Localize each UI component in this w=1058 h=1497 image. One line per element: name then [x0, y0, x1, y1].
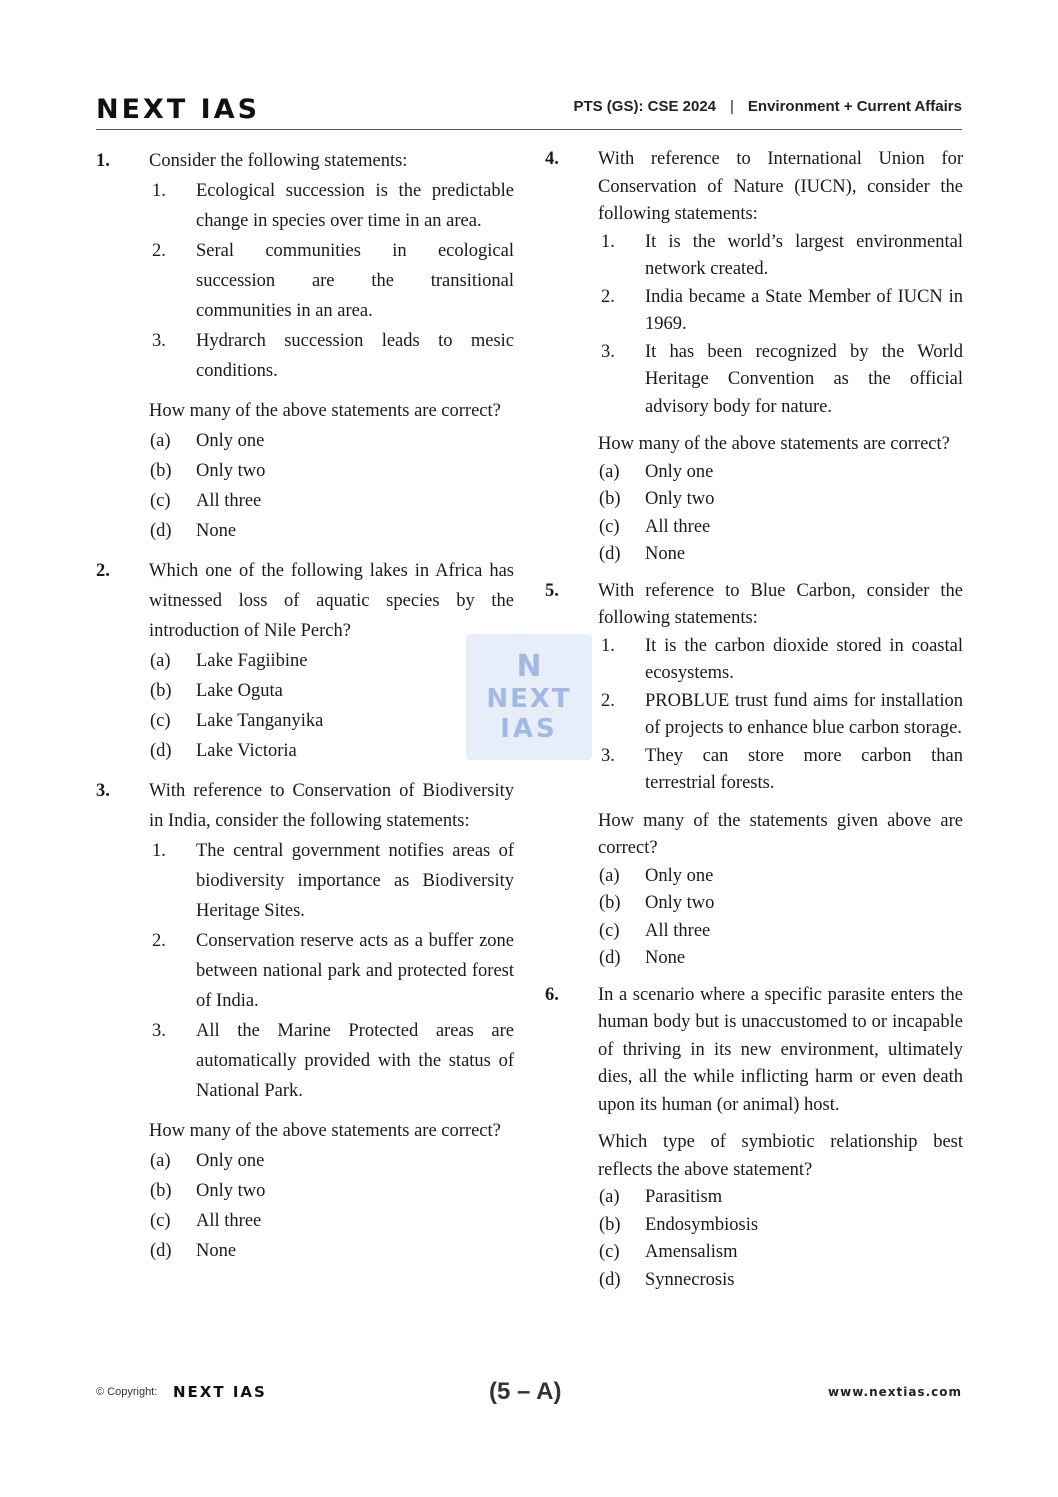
option-letter: (c)	[599, 1242, 620, 1262]
header-info	[573, 98, 962, 115]
option-text: None	[196, 521, 237, 541]
page-header	[96, 96, 962, 130]
option-list	[598, 459, 963, 569]
question-number: 4.	[545, 149, 559, 169]
answer-option[interactable]	[149, 1236, 514, 1266]
statement-item	[149, 176, 514, 236]
option-text: All three	[645, 516, 711, 537]
statement-text: Conservation reserve acts as a buffer zone between national park and protected forest of India.	[196, 931, 514, 1011]
statement-text: They can store more carbon than terrestrial forests.	[645, 745, 963, 793]
option-letter: (c)	[599, 920, 620, 941]
statement-item	[149, 326, 514, 386]
question-prompt: Which type of symbiotic relationship best reflects the above statement?	[598, 1132, 963, 1180]
answer-option[interactable]	[149, 1206, 514, 1236]
watermark-text-top: NEXT	[486, 684, 572, 714]
option-letter: (a)	[150, 1151, 171, 1171]
option-letter: (c)	[599, 516, 620, 537]
answer-option[interactable]	[149, 646, 514, 676]
option-list	[598, 1184, 963, 1294]
option-text: Only one	[196, 1151, 265, 1171]
statement-list	[598, 229, 963, 422]
option-letter: (a)	[150, 431, 171, 451]
watermark-text-bottom: IAS	[500, 714, 558, 744]
option-letter: (b)	[150, 681, 172, 701]
option-letter: (d)	[599, 948, 621, 968]
answer-option[interactable]	[598, 1239, 963, 1267]
statement-number: 1.	[152, 841, 166, 861]
question-number: 2.	[96, 561, 110, 581]
statement-text: The central government notifies areas of biodiversity importance as Biodiversity Heritage Sites.	[196, 841, 514, 921]
copyright-label: © Copyright:	[96, 1386, 158, 1398]
option-letter: (b)	[150, 461, 172, 481]
option-letter: (b)	[599, 489, 621, 509]
statement-text: It has been recognized by the World Heritage Convention as the official advisory body for nature.	[645, 341, 963, 417]
statement-number: 2.	[601, 286, 615, 307]
right-column	[545, 146, 963, 1303]
page-footer	[96, 1378, 962, 1408]
option-letter: (d)	[599, 544, 621, 564]
question-prompt: How many of the statements given above are correct?	[598, 810, 963, 858]
answer-option[interactable]	[149, 516, 514, 546]
option-letter: (c)	[150, 711, 171, 731]
option-letter: (d)	[150, 741, 172, 761]
statement-text: Seral communities in ecological succession are the transitional communities in an area.	[196, 241, 514, 321]
option-letter: (d)	[150, 1241, 172, 1261]
option-text: Parasitism	[645, 1187, 723, 1207]
statement-item	[598, 743, 963, 798]
option-list	[149, 646, 514, 766]
question-block	[96, 776, 514, 1266]
statement-item	[598, 339, 963, 422]
option-text: Amensalism	[645, 1242, 738, 1262]
option-text: Lake Tanganyika	[196, 711, 324, 731]
statement-number: 1.	[152, 181, 166, 201]
statement-item	[149, 926, 514, 1016]
question-stem: With reference to Conservation of Biodiversity in India, consider the following statements:	[149, 781, 514, 831]
footer-logo: NEXT IAS	[173, 1383, 267, 1401]
brand-logo: NEXT IAS	[96, 94, 261, 125]
question-block	[96, 146, 514, 546]
paper-title: PTS (GS): CSE 2024	[573, 98, 717, 115]
subject-title: Environment + Current Affairs	[747, 98, 962, 115]
answer-option[interactable]	[598, 863, 963, 891]
option-text: Only two	[645, 489, 715, 509]
question-block	[545, 982, 963, 1295]
answer-option[interactable]	[598, 1184, 963, 1212]
option-text: Only two	[196, 461, 266, 481]
question-stem: With reference to Blue Carbon, consider the following statements:	[598, 580, 963, 628]
statement-item	[149, 236, 514, 326]
option-list	[149, 426, 514, 546]
option-letter: (d)	[150, 521, 172, 541]
statement-text: Ecological succession is the predictable change in species over time in an area.	[196, 181, 514, 231]
statement-number: 3.	[152, 1021, 166, 1041]
statement-item	[598, 229, 963, 284]
answer-option[interactable]	[598, 459, 963, 487]
question-stem: Which one of the following lakes in Africa has witnessed loss of aquatic species by the introduction of Nile Perch?	[149, 561, 514, 641]
option-list	[149, 1146, 514, 1266]
statement-item	[149, 1016, 514, 1106]
statement-text: All the Marine Protected areas are automatically provided with the status of National Park.	[196, 1021, 514, 1101]
answer-option[interactable]	[149, 676, 514, 706]
website-link[interactable]: www.nextias.com	[828, 1385, 962, 1399]
option-text: Endosymbiosis	[645, 1214, 759, 1235]
statement-text: It is the carbon dioxide stored in coastal ecosystems.	[645, 635, 963, 683]
statement-text: India became a State Member of IUCN in 1969.	[645, 286, 963, 334]
option-text: Only one	[645, 461, 714, 482]
left-column	[96, 146, 514, 1276]
page-number: (5 – A)	[489, 1378, 562, 1405]
statement-list	[598, 633, 963, 798]
answer-option[interactable]	[598, 945, 963, 973]
option-letter: (a)	[599, 865, 620, 886]
watermark-logo	[466, 634, 592, 760]
statement-number: 2.	[152, 931, 166, 951]
statement-number: 1.	[601, 231, 615, 252]
option-text: Only one	[645, 865, 714, 886]
option-letter: (b)	[150, 1181, 172, 1201]
option-text: Only two	[196, 1181, 266, 1201]
answer-option[interactable]	[149, 426, 514, 456]
statement-text: It is the world’s largest environmental network created.	[645, 231, 963, 279]
question-number: 1.	[96, 151, 110, 171]
question-block	[545, 146, 963, 569]
option-list	[598, 863, 963, 973]
question-stem: In a scenario where a specific parasite enters the human body but is unaccustomed to or incapable of thriving in its new environment, ultimately dies, all the while inflicting harm or even death upon its human (or animal) host.	[598, 984, 963, 1115]
answer-option[interactable]	[149, 736, 514, 766]
statement-item	[598, 688, 963, 743]
answer-option[interactable]	[598, 890, 963, 918]
answer-option[interactable]	[598, 514, 963, 542]
question-prompt: How many of the above statements are correct?	[149, 1121, 501, 1141]
question-prompt: How many of the above statements are correct?	[149, 401, 501, 421]
option-text: Only one	[196, 431, 265, 451]
option-text: Synnecrosis	[645, 1269, 735, 1290]
statement-text: PROBLUE trust fund aims for installation of projects to enhance blue carbon storage.	[645, 690, 963, 738]
statement-list	[149, 836, 514, 1106]
question-prompt: How many of the above statements are correct?	[598, 434, 950, 454]
option-text: Only two	[645, 893, 715, 913]
statement-number: 1.	[601, 635, 615, 656]
option-letter: (a)	[599, 461, 620, 482]
option-letter: (b)	[599, 1214, 621, 1235]
answer-option[interactable]	[149, 1176, 514, 1206]
option-letter: (c)	[150, 491, 171, 511]
option-letter: (d)	[599, 1269, 621, 1290]
question-number: 3.	[96, 781, 110, 801]
option-text: All three	[645, 920, 711, 941]
answer-option[interactable]	[149, 706, 514, 736]
option-text: None	[645, 948, 686, 968]
question-block	[545, 578, 963, 973]
option-text: All three	[196, 1211, 262, 1231]
option-letter: (c)	[150, 1211, 171, 1231]
option-text: Lake Oguta	[196, 681, 283, 701]
statement-text: Hydrarch succession leads to mesic conditions.	[196, 331, 514, 381]
statement-number: 3.	[152, 331, 166, 351]
statement-item	[598, 284, 963, 339]
option-letter: (a)	[150, 651, 171, 671]
question-number: 5.	[545, 580, 559, 601]
answer-option[interactable]	[598, 1212, 963, 1240]
watermark-mark: N	[516, 649, 542, 684]
answer-option[interactable]	[149, 1146, 514, 1176]
answer-option[interactable]	[149, 456, 514, 486]
question-block	[96, 556, 514, 766]
question-stem: With reference to International Union for Conservation of Nature (IUCN), consider the following statements:	[598, 149, 963, 224]
answer-option[interactable]	[598, 918, 963, 946]
option-letter: (a)	[599, 1187, 620, 1207]
answer-option[interactable]	[149, 486, 514, 516]
answer-option[interactable]	[598, 486, 963, 514]
option-text: None	[196, 1241, 237, 1261]
question-stem: Consider the following statements:	[149, 151, 408, 171]
statement-list	[149, 176, 514, 386]
statement-item	[598, 633, 963, 688]
statement-number: 2.	[152, 241, 166, 261]
header-separator: |	[730, 98, 734, 115]
answer-option[interactable]	[598, 541, 963, 569]
answer-option[interactable]	[598, 1267, 963, 1295]
option-letter: (b)	[599, 893, 621, 913]
statement-number: 3.	[601, 341, 615, 362]
question-number: 6.	[545, 984, 559, 1005]
option-text: Lake Victoria	[196, 741, 297, 761]
statement-item	[149, 836, 514, 926]
statement-number: 2.	[601, 690, 615, 711]
option-text: None	[645, 544, 686, 564]
option-text: Lake Fagiibine	[196, 651, 308, 671]
option-text: All three	[196, 491, 262, 511]
statement-number: 3.	[601, 745, 615, 766]
